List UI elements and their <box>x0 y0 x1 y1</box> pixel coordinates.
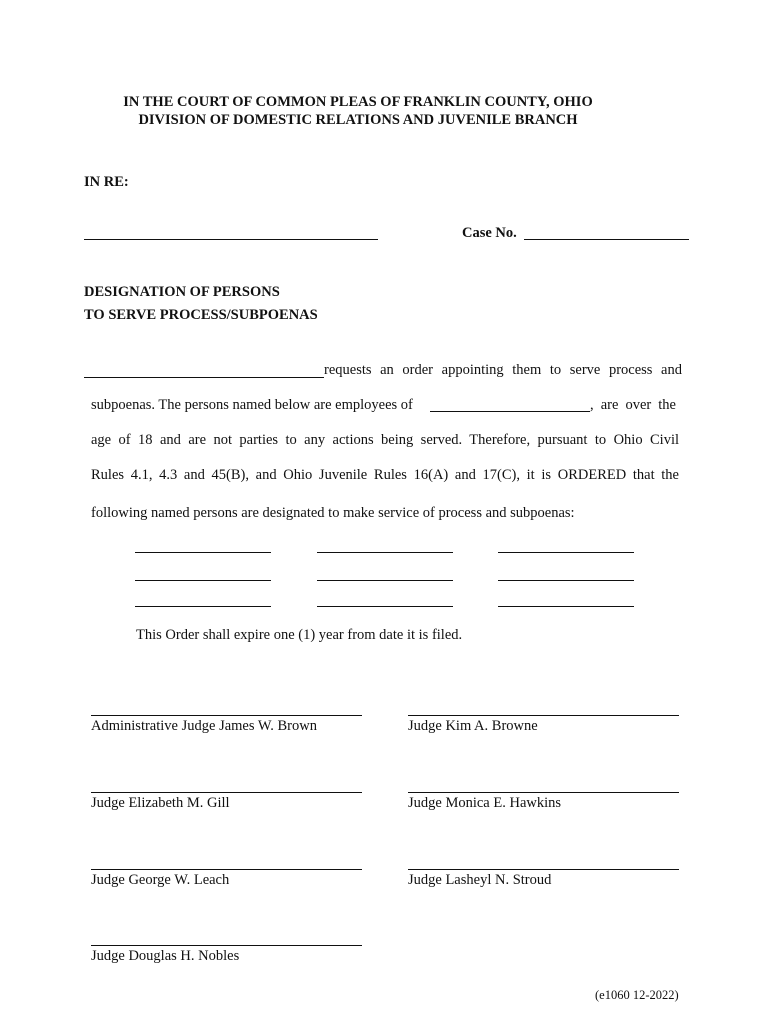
designee-field[interactable] <box>317 606 453 607</box>
body-line4: Rules 4.1, 4.3 and 45(B), and Ohio Juvenile Rules 16(A) and 17(C), it is ORDERED that the <box>91 467 679 483</box>
body-line5: following named persons are designated to make service of process and subpoenas: <box>91 505 575 521</box>
requesting-party-field[interactable] <box>84 377 324 378</box>
signature-line[interactable] <box>408 792 679 793</box>
signature-line[interactable] <box>408 869 679 870</box>
signature-name: Judge Lasheyl N. Stroud <box>408 872 552 888</box>
signature-name: Administrative Judge James W. Brown <box>91 718 317 734</box>
signature-line[interactable] <box>91 792 362 793</box>
body-line1-text: requests an order appointing them to serve process and <box>324 362 682 378</box>
signature-name: Judge Elizabeth M. Gill <box>91 795 230 811</box>
body-line2-tail: , are over the <box>590 397 676 413</box>
case-number-field[interactable] <box>524 239 689 240</box>
signature-name: Judge Douglas H. Nobles <box>91 948 240 964</box>
designee-field[interactable] <box>498 606 634 607</box>
body-line2-head: subpoenas. The persons named below are employees of <box>91 397 413 413</box>
court-header-line1: IN THE COURT OF COMMON PLEAS OF FRANKLIN COUNTY, OHIO <box>123 94 593 110</box>
designee-field[interactable] <box>317 552 453 553</box>
doc-title-line1: DESIGNATION OF PERSONS <box>84 284 280 300</box>
signature-name: Judge George W. Leach <box>91 872 230 888</box>
court-header-line2: DIVISION OF DOMESTIC RELATIONS AND JUVENILE BRANCH <box>138 112 578 128</box>
doc-title-line2: TO SERVE PROCESS/SUBPOENAS <box>84 307 318 323</box>
body-line3: age of 18 and are not parties to any actions being served. Therefore, pursuant to Ohio Civil <box>91 432 679 448</box>
designee-field[interactable] <box>135 606 271 607</box>
designee-field[interactable] <box>135 580 271 581</box>
signature-line[interactable] <box>408 715 679 716</box>
signature-line[interactable] <box>91 715 362 716</box>
signature-name: Judge Monica E. Hawkins <box>408 795 562 811</box>
expiry-statement: This Order shall expire one (1) year from date it is filed. <box>136 627 463 643</box>
designee-field[interactable] <box>498 580 634 581</box>
signature-line[interactable] <box>91 945 362 946</box>
employer-field[interactable] <box>430 411 590 412</box>
signature-name: Judge Kim A. Browne <box>408 718 538 734</box>
designee-field[interactable] <box>135 552 271 553</box>
form-code: (e1060 12-2022) <box>595 988 679 1002</box>
designee-field[interactable] <box>498 552 634 553</box>
signature-line[interactable] <box>91 869 362 870</box>
designee-field[interactable] <box>317 580 453 581</box>
in-re-label: IN RE: <box>84 174 129 190</box>
party-name-field[interactable] <box>84 239 378 240</box>
case-no-label: Case No. <box>462 225 517 241</box>
